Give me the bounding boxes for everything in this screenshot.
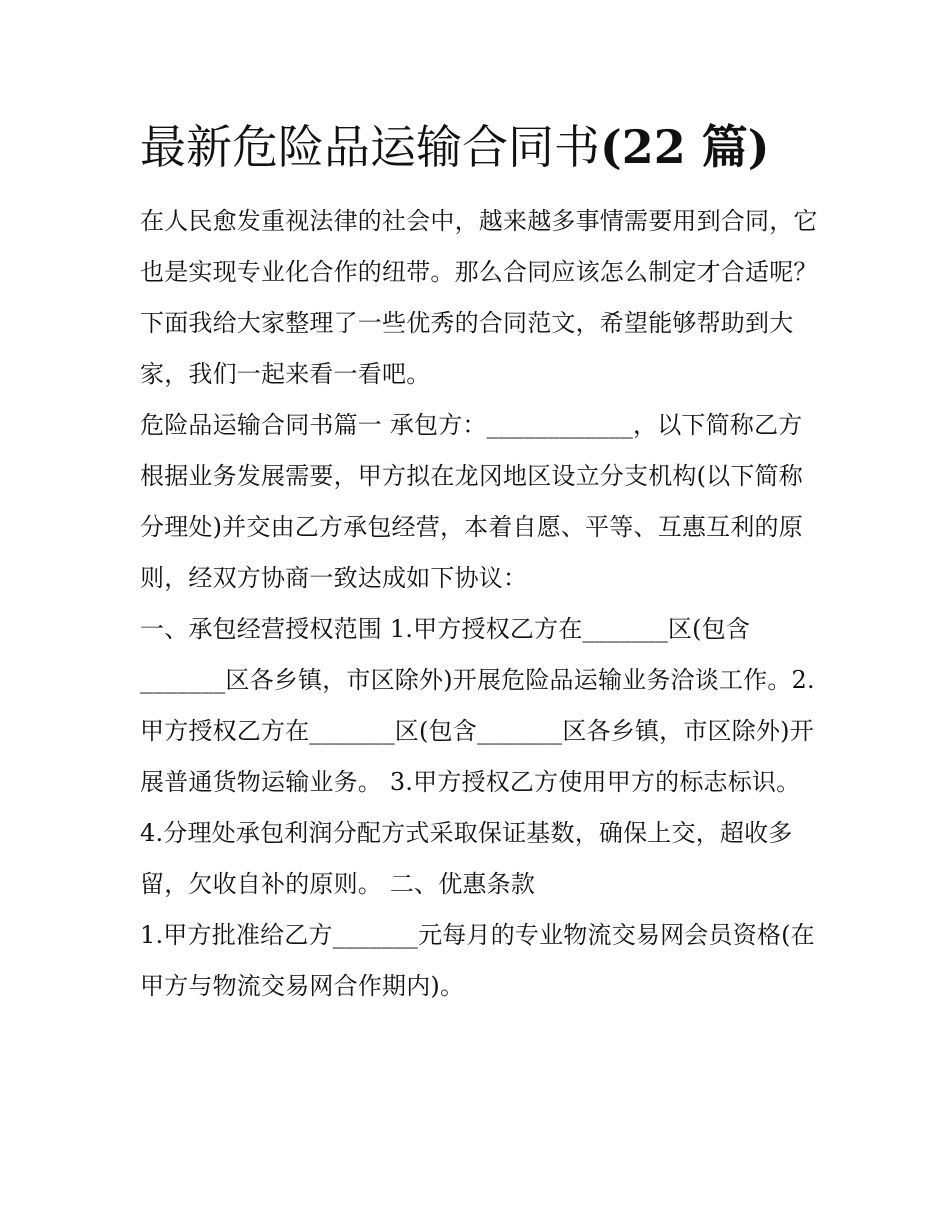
document-title <box>140 112 820 182</box>
authorization-scope-paragraph: 一、承包经营授权范围 1.甲方授权乙方在_______区(包含_______区各乡镇，市区除外)开展危险品运输业务洽谈工作。2.甲方授权乙方在_______区(包含_______区各乡镇，市区除外)开展普通货物运输业务。 3.甲方授权乙方使用甲方的标志标识。 <box>140 615 815 796</box>
intro-paragraph: 在人民愈发重视法律的社会中，越来越多事情需要用到合同，它也是实现专业化合作的纽带。那么合同应该怎么制定才合适呢？下面我给大家整理了一些优秀的合同范文，希望能够帮助到大家，我们一起来看一看吧。 <box>140 207 818 388</box>
profit-distribution-paragraph: 4.分理处承包利润分配方式采取保证基数，确保上交，超收多留，欠收自补的原则。 二、优惠条款 <box>140 819 793 898</box>
preferential-terms-paragraph: 1.甲方批准给乙方_______元每月的专业物流交易网会员资格(在甲方与物流交易网合作期内)。 <box>140 921 815 1000</box>
agreement-basis-paragraph: 根据业务发展需要，甲方拟在龙冈地区设立分支机构(以下简称分理处)并交由乙方承包经营，本着自愿、平等、互惠互利的原则，经双方协商一致达成如下协议： <box>140 462 803 592</box>
title-main: 最新危险品运输合同书 <box>140 120 600 174</box>
document-page <box>140 112 820 1012</box>
title-suffix: (22 篇) <box>600 120 770 174</box>
contract-party-paragraph: 危险品运输合同书篇一 承包方：____________，以下简称乙方 <box>140 411 803 439</box>
